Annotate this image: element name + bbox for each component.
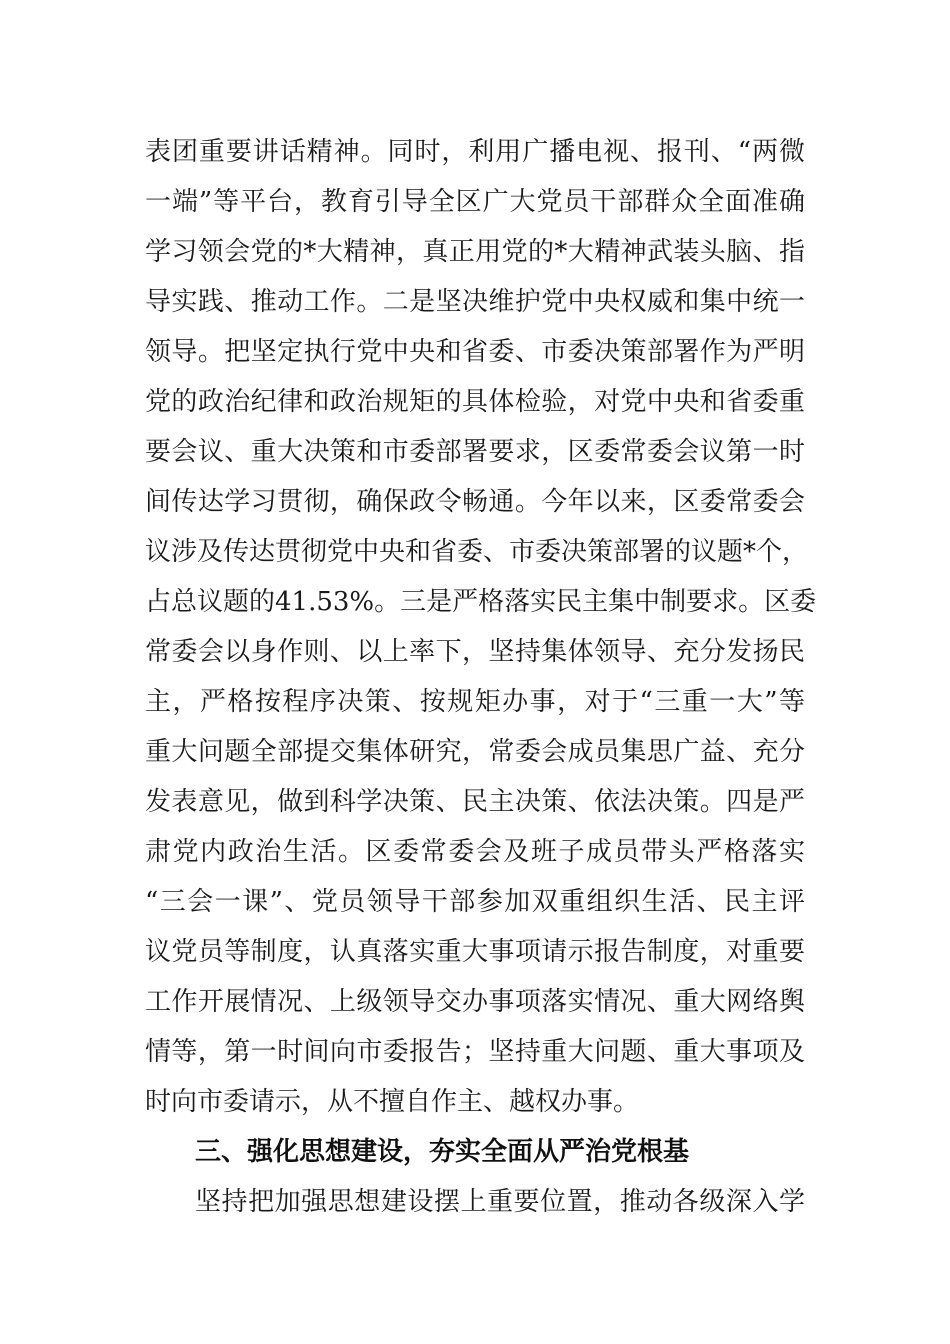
paragraph-line: 学习领会党的*大精神，真正用党的*大精神武装头脑、指 [145,237,805,267]
paragraph-line: 主，严格按程序决策、按规矩办事，对于“三重一大”等 [145,687,805,717]
paragraph-line: 发表意见，做到科学决策、民主决策、依法决策。四是严 [145,787,805,817]
paragraph-line: 常委会以身作则、以上率下，坚持集体领导、充分发扬民 [145,637,805,667]
paragraph-line: 导实践、推动工作。二是坚决维护党中央权威和集中统一 [145,287,805,317]
paragraph-line: 党的政治纪律和政治规矩的具体检验，对党中央和省委重 [145,387,805,417]
paragraph-line: 肃党内政治生活。区委常委会及班子成员带头严格落实 [145,837,805,867]
paragraph-line: 间传达学习贯彻，确保政令畅通。今年以来，区委常委会 [145,487,805,517]
paragraph-line: “三会一课”、党员领导干部参加双重组织生活、民主评 [145,887,805,917]
paragraph-line: 情等，第一时间向市委报告；坚持重大问题、重大事项及 [145,1037,805,1067]
paragraph-line: 要会议、重大决策和市委部署要求，区委常委会议第一时 [145,437,805,467]
paragraph-line: 占总议题的41.53%。三是严格落实民主集中制要求。区委 [145,587,817,617]
paragraph-line: 时向市委请示，从不擅自作主、越权办事。 [145,1087,640,1117]
paragraph-line: 一端”等平台，教育引导全区广大党员干部群众全面准确 [145,187,805,217]
paragraph-line: 坚持把加强思想建设摆上重要位置，推动各级深入学 [195,1187,805,1217]
paragraph-line: 工作开展情况、上级领导交办事项落实情况、重大网络舆 [145,987,805,1017]
paragraph-line: 表团重要讲话精神。同时，利用广播电视、报刊、“两微 [145,137,805,167]
paragraph-line: 领导。把坚定执行党中央和省委、市委决策部署作为严明 [145,337,805,367]
paragraph-line: 议涉及传达贯彻党中央和省委、市委决策部署的议题*个， [145,537,809,567]
section-heading: 三、强化思想建设，夯实全面从严治党根基 [195,1137,690,1167]
paragraph-line: 议党员等制度，认真落实重大事项请示报告制度，对重要 [145,937,805,967]
paragraph-line: 重大问题全部提交集体研究，常委会成员集思广益、充分 [145,737,805,767]
